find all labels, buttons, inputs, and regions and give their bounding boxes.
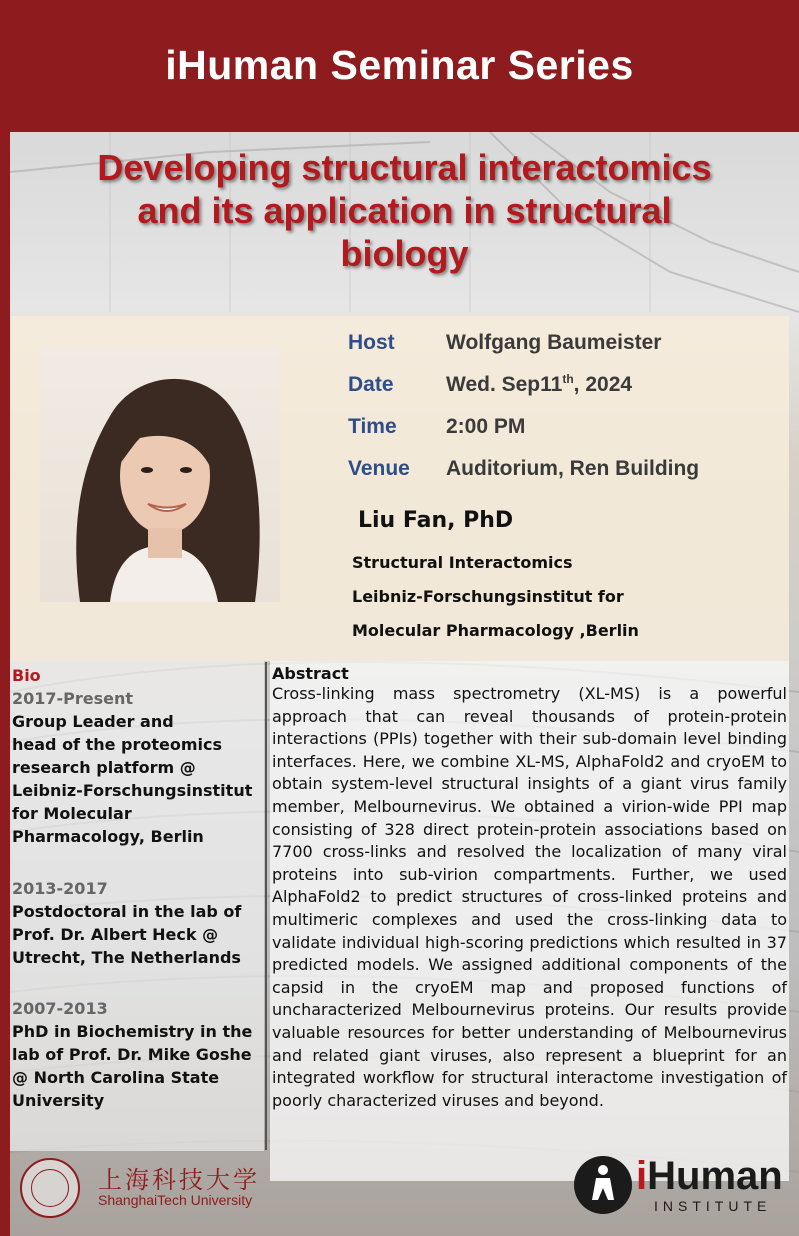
ihuman-wordmark-rest: Human <box>647 1154 783 1198</box>
series-title: iHuman Seminar Series <box>165 41 634 88</box>
ihuman-logo <box>574 1154 783 1224</box>
date-value-sup: th <box>562 372 574 386</box>
talk-title-line: and its application in structural <box>137 189 672 231</box>
time-value: 2:00 PM <box>446 415 526 438</box>
date-label: Date <box>348 373 394 396</box>
abstract-label: Abstract <box>272 664 349 683</box>
ihuman-figure-icon <box>574 1156 632 1214</box>
poster-header <box>0 0 799 132</box>
speaker-photo <box>40 346 280 602</box>
bio-section <box>10 661 264 1151</box>
bio-years: 2013-2017 <box>12 879 108 898</box>
ihuman-institute-label: INSTITUTE <box>654 1198 772 1214</box>
bio-line: @ North Carolina State <box>12 1068 220 1087</box>
time-label: Time <box>348 415 397 438</box>
date-value-year: , 2024 <box>573 373 633 396</box>
shanghaitech-name-en: ShanghaiTech University <box>98 1192 253 1208</box>
host-label: Host <box>348 331 395 354</box>
talk-title-block <box>10 132 799 294</box>
bio-line: Utrecht, The Netherlands <box>12 948 241 967</box>
talk-title <box>35 146 775 275</box>
date-value-main: Wed. Sep11 <box>446 373 563 396</box>
bio-line: research platform @ <box>12 758 196 777</box>
affiliation-line: Leibniz-Forschungsinstitut for <box>352 587 624 606</box>
host-value: Wolfgang Baumeister <box>446 331 662 354</box>
shanghaitech-seal-icon <box>20 1158 80 1218</box>
shanghaitech-name-cn: 上海科技大学 <box>98 1166 260 1194</box>
bio-label: Bio <box>12 666 41 685</box>
bio-years: 2017-Present <box>12 689 134 708</box>
bio-line: head of the proteomics <box>12 735 223 754</box>
bio-line: lab of Prof. Dr. Mike Goshe <box>12 1045 252 1064</box>
bio-line: Group Leader and <box>12 712 174 731</box>
bio-years: 2007-2013 <box>12 999 108 1018</box>
venue-label: Venue <box>348 457 410 480</box>
ihuman-wordmark <box>636 1154 783 1199</box>
column-divider <box>265 662 267 1150</box>
speaker-name: Liu Fan, PhD <box>358 508 514 533</box>
abstract-section <box>270 661 789 1181</box>
bio-line: Prof. Dr. Albert Heck @ <box>12 925 219 944</box>
talk-title-line: Developing structural interactomics <box>97 146 712 188</box>
bio-line: Leibniz-Forschungsinstitut <box>12 781 253 800</box>
date-value <box>446 373 632 397</box>
bio-line: for Molecular <box>12 804 132 823</box>
abstract-body: Cross-linking mass spectrometry (XL-MS) is a powerful approach that can reveal thousands of protein-protein interactions (PPIs) together with their sub-domain level binding interfaces. Here, we combine XL-MS, AlphaFold2 and cryoEM to obtain system-level structural insights of a giant virus family member, Melbournevirus. We obtained a virion-wide PPI map consisting of 328 direct protein-protein associations based on 7700 cross-links and resolved the localization of many viral proteins into sub-virion compartments. Further, we used AlphaFold2 to predict structures of cross-linked proteins and multimeric complexes and used the cross-linking data to validate individual high-scoring predictions which resulted in 37 predicted models. We assigned additional components of the capsid in the cryoEM map and proposed functions of uncharacterized Melbournevirus proteins. Our results provide valuable resources for better understanding of Melbournevirus and related giant viruses, also represent a blueprint for an integrated workflow for structural interactome investigation of poorly characterized viruses and beyond. <box>272 684 787 1110</box>
affiliation-line: Structural Interactomics <box>352 553 573 572</box>
affiliation-line: Molecular Pharmacology ,Berlin <box>352 621 639 640</box>
bio-line: Postdoctoral in the lab of <box>12 902 242 921</box>
venue-value: Auditorium, Ren Building <box>446 457 700 480</box>
talk-title-line: biology <box>340 232 469 274</box>
bio-line: University <box>12 1091 105 1110</box>
bio-line: PhD in Biochemistry in the <box>12 1022 253 1041</box>
bio-line: Pharmacology, Berlin <box>12 827 204 846</box>
shanghaitech-logo <box>20 1158 260 1220</box>
ihuman-wordmark-i: i <box>636 1154 648 1198</box>
